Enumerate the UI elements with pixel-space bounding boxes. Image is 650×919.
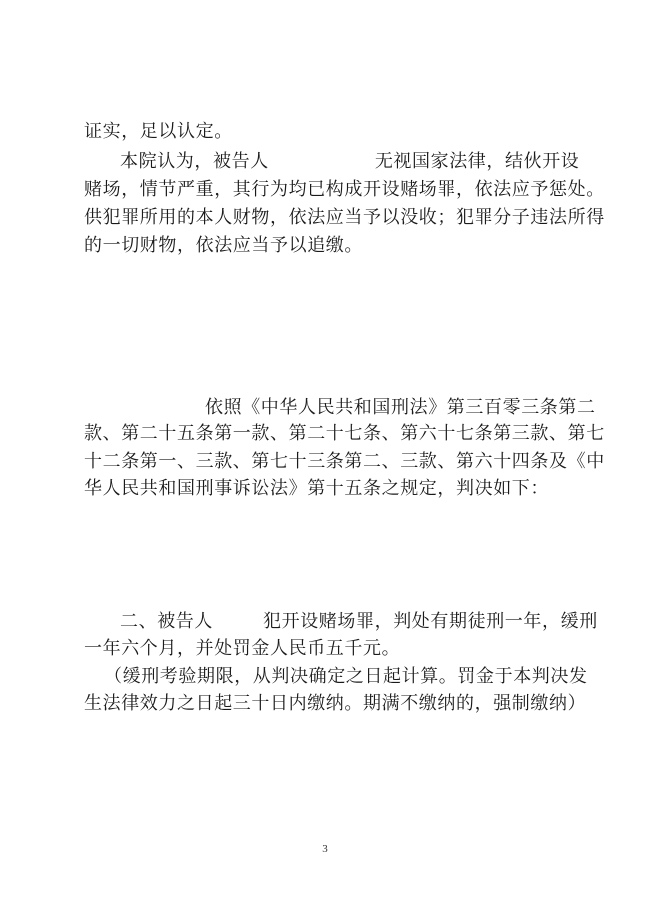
paragraph-2-line-2: 赌场，情节严重，其行为均已构成开设赌场罪，依法应予惩处。 bbox=[84, 179, 605, 200]
paragraph-2-line-1-start: 本院认为，被告人 bbox=[120, 151, 269, 172]
paragraph-2-line-3: 供犯罪所用的本人财物，依法应当予以没收；犯罪分子违法所得 bbox=[84, 207, 605, 228]
paragraph-5-line-1: （缓刑考验期限，从判决确定之日起计算。罚金于本判决发 bbox=[104, 666, 588, 687]
paragraph-1-line-1: 证实，足以认定。 bbox=[84, 121, 233, 142]
paragraph-3-line-3: 十二条第一、三款、第七十三条第二、三款、第六十四条及《中 bbox=[84, 451, 605, 472]
paragraph-4-line-1-start: 二、被告人 bbox=[120, 611, 213, 632]
paragraph-2-line-4: 的一切财物，依法应当予以追缴。 bbox=[84, 235, 363, 256]
page-number: 3 bbox=[322, 843, 328, 855]
paragraph-3-line-4: 华人民共和国刑事诉讼法》第十五条之规定，判决如下： bbox=[84, 478, 549, 499]
paragraph-4-line-1 bbox=[120, 610, 598, 634]
paragraph-3-line-2: 款、第二十五条第一款、第二十七条、第六十七条第三款、第七 bbox=[84, 423, 605, 444]
paragraph-4-line-2: 一年六个月，并处罚金人民币五千元。 bbox=[84, 638, 401, 659]
paragraph-5-line-2: 生法律效力之日起三十日内缴纳。期满不缴纳的，强制缴纳） bbox=[84, 693, 587, 714]
paragraph-2-line-1-end: 无视国家法律，结伙开设 bbox=[374, 151, 580, 172]
paragraph-2-line-1 bbox=[120, 150, 579, 174]
paragraph-4-line-1-end: 犯开设赌场罪，判处有期徒刑一年，缓刑 bbox=[263, 611, 598, 632]
paragraph-3-line-1: 依照《中华人民共和国刑法》第三百零三条第二 bbox=[205, 397, 596, 418]
